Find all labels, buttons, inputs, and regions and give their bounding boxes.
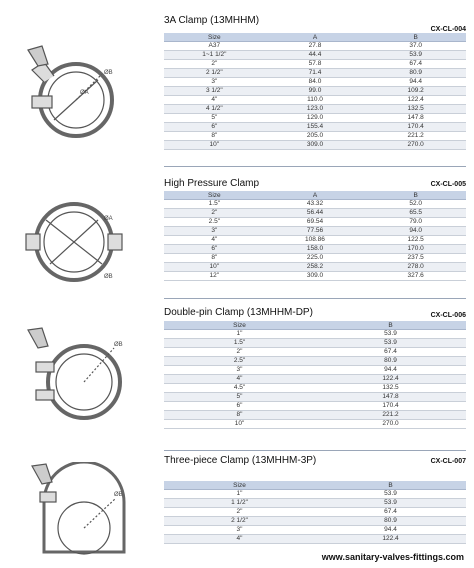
table-row	[164, 263, 466, 272]
table-cell: 2"	[164, 60, 265, 69]
table-row	[164, 209, 466, 218]
table-row	[164, 517, 466, 526]
table-cell: 4"	[164, 236, 265, 245]
table-cell: 225.0	[265, 254, 366, 263]
table-cell: 3 1/2"	[164, 87, 265, 96]
table-cell: 132.5	[365, 105, 466, 114]
table-cell: 5"	[164, 393, 315, 402]
table-row	[164, 393, 466, 402]
spec-table	[164, 481, 466, 544]
table-cell: 99.0	[265, 87, 366, 96]
table-cell: 309.0	[265, 272, 366, 281]
table-cell: 3"	[164, 78, 265, 87]
table-cell: 158.0	[265, 245, 366, 254]
table-cell: 5"	[164, 114, 265, 123]
label-b: ØB	[104, 70, 113, 76]
column-header: Size	[164, 321, 315, 330]
section-title: 3A Clamp (13MHHM)	[164, 15, 260, 26]
table-row	[164, 339, 466, 348]
table-cell: 80.9	[365, 69, 466, 78]
table-row	[164, 499, 466, 508]
table-cell: 6"	[164, 123, 265, 132]
table-cell: 8"	[164, 411, 315, 420]
table-cell: 53.9	[365, 51, 466, 60]
table-cell: 94.4	[315, 526, 466, 535]
spec-table	[164, 191, 466, 281]
table-row	[164, 96, 466, 105]
column-header: B	[315, 481, 466, 490]
table-cell: 129.0	[265, 114, 366, 123]
table-cell: 56.44	[265, 209, 366, 218]
table-cell: 53.9	[315, 330, 466, 339]
table-cell: 94.4	[315, 366, 466, 375]
table-cell: 221.2	[315, 411, 466, 420]
table-cell: 67.4	[365, 60, 466, 69]
spec-table	[164, 33, 466, 150]
table-cell: 3"	[164, 227, 265, 236]
column-header: Size	[164, 191, 265, 200]
table-cell: 67.4	[315, 348, 466, 357]
high-pressure-clamp-drawing	[14, 192, 154, 292]
table-cell: 170.4	[315, 402, 466, 411]
section-title: Three-piece Clamp (13MHHM-3P)	[164, 455, 317, 466]
table-cell: 10"	[164, 141, 265, 150]
table-cell: 37.0	[365, 42, 466, 51]
column-header: B	[365, 191, 466, 200]
table-cell: 44.4	[265, 51, 366, 60]
table-cell: 8"	[164, 254, 265, 263]
column-header: Size	[164, 481, 315, 490]
table-cell: 65.5	[365, 209, 466, 218]
table-row	[164, 227, 466, 236]
table-cell: 8"	[164, 132, 265, 141]
table-cell: 80.9	[315, 357, 466, 366]
table-cell: 3"	[164, 366, 315, 375]
label-a: ØA	[104, 216, 113, 222]
table-row	[164, 348, 466, 357]
section-double-pin-clamp	[0, 300, 474, 450]
table-cell: 327.6	[365, 272, 466, 281]
table-cell: 6"	[164, 245, 265, 254]
table-row	[164, 200, 466, 209]
table-cell: 109.2	[365, 87, 466, 96]
table-cell: 1"	[164, 490, 315, 499]
table-cell: 123.0	[265, 105, 366, 114]
section-title: Double-pin Clamp (13MHHM-DP)	[164, 307, 313, 318]
label-b: ØB	[114, 342, 123, 348]
table-cell: 84.0	[265, 78, 366, 87]
table-cell: 2 1/2"	[164, 69, 265, 78]
table-row	[164, 42, 466, 51]
table-row	[164, 87, 466, 96]
table-row	[164, 114, 466, 123]
product-code: CX-CL-004	[430, 26, 466, 33]
table-cell: 4"	[164, 96, 265, 105]
table-cell: 278.0	[365, 263, 466, 272]
table-cell: 1.5"	[164, 339, 315, 348]
table-row	[164, 236, 466, 245]
table-cell: 122.4	[315, 375, 466, 384]
table-cell: 170.0	[365, 245, 466, 254]
table-cell: 2 1/2"	[164, 517, 315, 526]
table-row	[164, 78, 466, 87]
table-row	[164, 254, 466, 263]
table-row	[164, 51, 466, 60]
table-cell: 1~1 1/2"	[164, 51, 265, 60]
table-cell: 6"	[164, 402, 315, 411]
double-pin-clamp-drawing	[14, 320, 154, 440]
section-three-piece-clamp	[0, 452, 474, 552]
table-row	[164, 375, 466, 384]
header-row	[164, 191, 466, 200]
table-cell: 94.4	[365, 78, 466, 87]
table-row	[164, 60, 466, 69]
table-row	[164, 420, 466, 429]
table-cell: 4"	[164, 375, 315, 384]
table-cell: 4"	[164, 535, 315, 544]
table-row	[164, 330, 466, 339]
divider	[164, 298, 466, 299]
table-cell: 1.5"	[164, 200, 265, 209]
table-cell: 309.0	[265, 141, 366, 150]
table-cell: 10"	[164, 420, 315, 429]
table-row	[164, 105, 466, 114]
table-cell: 3"	[164, 526, 315, 535]
column-header: B	[315, 321, 466, 330]
table-cell: 221.2	[365, 132, 466, 141]
table-cell: 270.0	[315, 420, 466, 429]
table-cell: 2"	[164, 508, 315, 517]
table-cell: 12"	[164, 272, 265, 281]
table-cell: 4.5"	[164, 384, 315, 393]
header-row	[164, 481, 466, 490]
table-cell: 79.0	[365, 218, 466, 227]
table-cell: A37	[164, 42, 265, 51]
table-cell: 205.0	[265, 132, 366, 141]
table-cell: 80.9	[315, 517, 466, 526]
product-code: CX-CL-007	[430, 458, 466, 465]
table-cell: 94.0	[365, 227, 466, 236]
table-cell: 258.2	[265, 263, 366, 272]
table-cell: 110.0	[265, 96, 366, 105]
table-cell: 57.8	[265, 60, 366, 69]
table-cell: 237.5	[365, 254, 466, 263]
divider	[164, 450, 466, 451]
table-cell: 71.4	[265, 69, 366, 78]
section-high-pressure-clamp	[0, 170, 474, 300]
header-row	[164, 33, 466, 42]
divider	[164, 166, 466, 167]
table-cell: 270.0	[365, 141, 466, 150]
3a-clamp-drawing	[14, 40, 154, 155]
table-cell: 53.9	[315, 499, 466, 508]
column-header: Size	[164, 33, 265, 42]
table-row	[164, 411, 466, 420]
table-cell: 69.54	[265, 218, 366, 227]
table-cell: 122.4	[315, 535, 466, 544]
table-cell: 53.9	[315, 339, 466, 348]
table-row	[164, 508, 466, 517]
table-cell: 4 1/2"	[164, 105, 265, 114]
table-row	[164, 357, 466, 366]
table-cell: 27.8	[265, 42, 366, 51]
table-row	[164, 384, 466, 393]
table-row	[164, 272, 466, 281]
table-row	[164, 490, 466, 499]
table-cell: 77.56	[265, 227, 366, 236]
header-row	[164, 321, 466, 330]
table-cell: 52.0	[365, 200, 466, 209]
table-row	[164, 535, 466, 544]
table-cell: 10"	[164, 263, 265, 272]
table-cell: 122.4	[365, 96, 466, 105]
three-piece-clamp-drawing	[14, 462, 154, 562]
table-row	[164, 218, 466, 227]
table-cell: 53.9	[315, 490, 466, 499]
table-cell: 1 1/2"	[164, 499, 315, 508]
table-cell: 1"	[164, 330, 315, 339]
table-row	[164, 402, 466, 411]
website-url: www.sanitary-valves-fittings.com	[321, 552, 464, 562]
product-code: CX-CL-005	[430, 181, 466, 188]
table-row	[164, 132, 466, 141]
table-row	[164, 123, 466, 132]
spec-table	[164, 321, 466, 429]
table-row	[164, 141, 466, 150]
table-row	[164, 366, 466, 375]
label-b: ØB	[114, 492, 123, 498]
table-cell: 108.86	[265, 236, 366, 245]
section-title: High Pressure Clamp	[164, 178, 260, 189]
table-cell: 147.8	[315, 393, 466, 402]
column-header: A	[265, 33, 366, 42]
product-code: CX-CL-006	[430, 312, 466, 319]
table-cell: 2.5"	[164, 218, 265, 227]
table-cell: 2.5"	[164, 357, 315, 366]
section-3a-clamp	[0, 0, 474, 170]
label-a: ØA	[80, 90, 89, 96]
table-cell: 67.4	[315, 508, 466, 517]
table-cell: 155.4	[265, 123, 366, 132]
column-header: B	[365, 33, 466, 42]
table-cell: 147.8	[365, 114, 466, 123]
table-cell: 43.32	[265, 200, 366, 209]
table-cell: 122.5	[365, 236, 466, 245]
table-cell: 2"	[164, 348, 315, 357]
table-cell: 132.5	[315, 384, 466, 393]
column-header: A	[265, 191, 366, 200]
label-b: ØB	[104, 274, 113, 280]
table-cell: 2"	[164, 209, 265, 218]
table-row	[164, 245, 466, 254]
table-row	[164, 69, 466, 78]
table-row	[164, 526, 466, 535]
table-cell: 170.4	[365, 123, 466, 132]
